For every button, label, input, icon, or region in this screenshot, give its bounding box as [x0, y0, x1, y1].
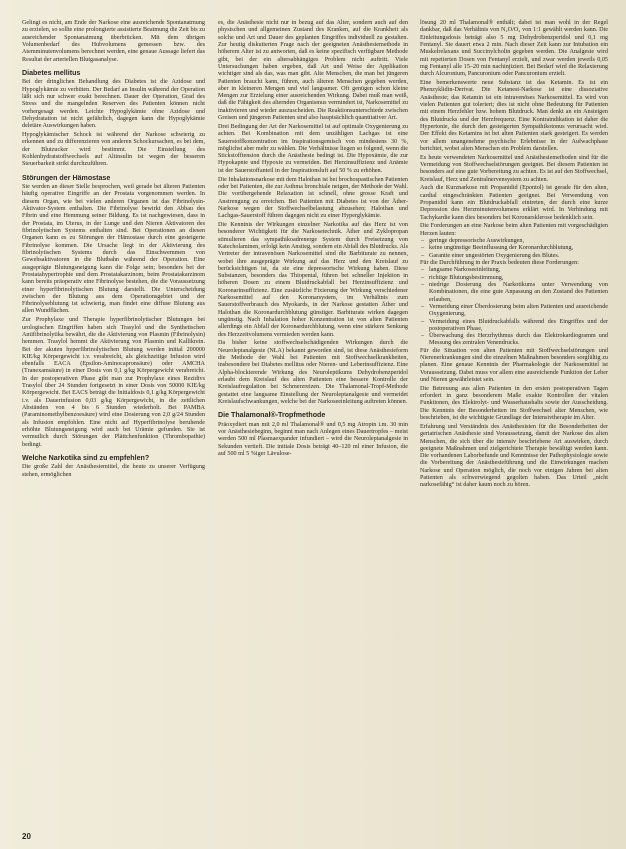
paragraph: Da bisher keine stoffwechselschädigenden Wirkungen durch die Neuroleptanalgesie (NLA) bekannt geworden sind, ist diese Anästhesieform die Methode der Wahl bei Patienten mit Stoffwechselkrankheiten, insbesondere bei Diabetes mellitus oder Nieren- und Leberinsuffizienz. Eine Alpha-blockierende Wirkung des Neuroleptikums Dehydrobenzperidol erlaubt dem Kreislauf des alten Patienten eine bessere Kontrolle der Kreislaufregulation bei Schmerzreizen. Die Thalamonal-Tropf-Methode gestattet eine langsame Einstellung der Neuroleptanalgesie und vermeidet Kreislaufschwankungen, welche bei der Narkoseeinleitung auftreten können. [218, 340, 408, 405]
list-item: – Vermeidung eines Blutdruckabfalls während des Eingriffes und der postoperativen Phase, [429, 319, 608, 334]
list-item: – Überwachung des Herzrhythmus durch das Elektrokardiogramm und Messung des zentralen Venendrucks. [429, 333, 608, 348]
paragraph: Erfahrung und Verständnis des Anästhesisten für die Besonderheiten der geriatrischen Anästhesie sind Voraussetzung, damit der Narkose des alten Menschen, die sich über die intensiv beschriebene Art auswirken, durch geeignete Maßnahmen und zielgerichtete Therapie bewältigt werden kann. Die vorhandenen Laborbefunde und Kenntnisse der Pathophysiologie sowie die Vorbereitung der Anästhesieführung und die Einwirkungen machen Narkose und Operation möglich, die noch vor einigen Jahren bei alten Patienten als schwerwiegend gegolten haben. Das Urteil „nicht narkosefähig“ ist daher kaum noch zu hören. [420, 423, 608, 489]
requirements-list [420, 238, 608, 260]
paragraph: Sie werden an dieser Stelle besprochen, weil gerade bei älteren Patienten häufig operative Eingriffe an der Prostata vorgenommen werden. In diesem Organ, wie bei vielen anderen Organen ist das Fibrinolysin-Aktivator-System enthalten. Die Fibrinolyse bewirkt den Abbau des Fibrin und eine Hemmung seiner Bildung. Es ist nachgewiesen, dass in der Prostata, im Uterus, in der Lunge und den Nieren Aktivatoren des fibrinolytischen Systems enthalten sind. Bei Operationen an diesen Organen kann es zu Störungen der Hämostase durch eine gesteigerte Fibrinolyse kommen. Die Ursache liegt in der Aktivierung des fibrinolytischen Systems durch das Einschwemmen von Gewebsaktivatoren in die Blutbahn während der Operation. Eine ausgeprägte Blutungsneigung kann die Folge sein; besonders bei der Prostatahypertrophie und dem Prostatakarzinom, beim Prostatakarzinom kann bereits präoperativ eine Fibrinolyse bestehen, die die Voraussetzung einer hyperfibrinolytischen Blutung darstellt. Die Unterscheidung zwischen der Blutung aus dem Operationsgebiet und der Fibrinolyseblutung ist schwierig, man findet eine diffuse Blutung aus allen Wundflächen. [22, 184, 205, 315]
paragraph: Die Inhalationsnarkose mit dem Halothan ist bei brochospastischen Patienten oder bei Patienten, die zur Asthma bronchiale neigen, der Methode der Wahl. Die vorübergehende Relaxation ist schnell, ohne grosse Kraft und Anstrengung zu erreichen. Bei Patienten mit Diabetes ist von der Äther-Narkose wegen der Stoffwechselbelastung abzusehen; Halothan und Lachgas-Sauerstoff führen dagegen nicht zu einer Hyperglykämie. [218, 176, 408, 220]
column-right [420, 20, 608, 490]
page-number: 20 [22, 832, 31, 841]
paragraph: Präoxydiert man mit 2,0 ml Thalamonal® und 0,5 mg Atropin i.m. 30 min vor Anästhesiebeginn, beginnt man nach Anlegen eines Dauertropfes – meist werden 500 ml Plasmaexpander infundiert – wird die Neuroleptanalgesie in Sekunden vertieft. Die initiale Dosis beträgt 40–120 ml einer Infusion, die auf 500 ml 5 %iger Lävulose- [218, 421, 408, 457]
paragraph: Auch die Kurznarkose mit Propanidid (Epontol) ist gerade für den alten, cardial eingeschränkten Patienten geeignet. Bei Verwendung von Propanidid kann ein Blutdruckabfall eintreten, der durch eine kurze Depression des Herzminutenvolumens erklärt wird. In Verbindung mit Tachykardie kann dies besonders bei Koronarsklerose bedenklich sein. [420, 185, 608, 221]
paragraph: Bei der dringlichen Behandlung des Diabetes ist die Azidose und Hypoglykämie zu verhüten. Der Bedarf an Insulin während der Operation läßt sich nur schwer exakt berechnen. Dauer der Operation, Grad des Stress und die mangelnden Reserven des Patienten können nicht vorhergesagt werden. Leichte Hypoglykämie ohne Azidose und Dehydratation ist nicht gefährlich, dagegen kann die Hypoglykämie deletäre Auswirkungen haben. [22, 79, 205, 130]
section-heading-narkotika: Welche Narkotika sind zu empfehlen? [22, 453, 150, 462]
paragraph: Die Kenntnis der Wirkungen einzelner Narkotika auf das Herz ist von besonderer Wichtigkeit für die Narkosetechnik. Äther und Zyklopropan stimulieren das sympathikoadrenerge System durch Freisetzung von Katecholaminen, erfolgt kein Anstieg, sondern ein Abfall des Blutdrucks. Als Vertreter der intravenösen Narkosemittel sind die Barbiturate zu nennen, wobei ihre ausgeprägte Wirkung auf das Herz und den Kreislauf zu berücksichtigen ist, da sie eine depressorische Wirkung haben. Diese Substanzen, besonders das Thiopental, führen bei schneller Injektion in höheren Dosen zu einem Blutdruckabfall bei Herzinsuffizienz und Koronarinsuffizienz. Eine zusätzliche Fixierung der Wirkung verschiedener Narkosemittel auf den Koronarsystem, im Verhältnis zum Sauerstoffverbrauch des Myokards, in der Narkose gestatten Äther und Halothan die Koronardurchblutung günstiger. Barbiturate wirken dagegen ungünstig. Nach Inhalation hoher Konzentration ist von alten Patienten allerdings ein Abfall der Koronardurchblutung, wenn eine stärkere Senkung des Herzzeitvolumens vermieden werden kann. [218, 221, 408, 338]
paragraph: Die Betreuung aus allen Patienten in den ersten postoperativen Tagen erfordert in ganz besonderem Maße exakte Kontrollen der vitalen Funktionen, des Elektrolyt- und Wasserhaushalts sowie der Ausscheidung. Die Kenntnis der Besonderheiten im Stoffwechsel alter Menschen, wie beschrieben, ist die wichtigste Grundlage der Intensivtherapie im Alter. [420, 385, 608, 422]
list-item: – langsame Narkoseeinleitung, [429, 267, 608, 274]
paragraph: Die Forderungen an eine Narkose beim alten Patienten mit vorgeschädigten Herzen lauten: [420, 223, 608, 237]
column-left [22, 20, 205, 479]
list-item: – keine ungünstige Beeinflussung der Koronardurchblutung, [429, 245, 608, 252]
paragraph: es, die Anästhesie nicht nur in bezug auf das Alter, sondern auch auf den physischen und allgemeinen Zustand des Kranken, auf die Krankheit als solche und Art und Dauer des geplanten Eingriffes individuell zu gestalten. Zur heutig diskutierten Frage nach der geeigneten Anästhesiemethode in höherem Alter ist zu antworten, daß es keine spezifisch verfügbare Methode gibt, bei der ein altersabhängiges Problem nicht auftritt. Viele Untersuchungen haben ergeben, daß Art und Weise der Applikation wichtiger sind als das, was man gibt. Alte Menschen, die man bei jüngeren Patienten braucht kann, führen, auch älteren Menschen gegeben werden, aber in kleineren Mengen und viel langsamer. Oft genügen schon kleine Mengen zur Erzielung einer ausreichenden Wirkung. Dabei muß man weiß, daß die Fähigkeit des alternden Organismus vermindert ist, Narkosemittel zu inaktivieren und wieder auszuscheiden. Die Reaktionsunterschiede zwischen Greisen und jüngeren Patienten sind also hauptsächlich quantitativer Art. [218, 20, 408, 122]
paragraph: Für die Situation von alten Patienten mit Stoffwechselstörungen und Nierenerkrankungen sind die einzelnen Maßnahmen besonders sorgfältig zu planen. Eine genaue Kenntnis der Pharmakologie der Narkosemittel ist Voraussetzung. Dabei muss vor allem eine ausreichende Funktion der Leber und Nieren gewährleistet sein. [420, 347, 608, 383]
list-item: – geringe depressorische Auswirkungen, [429, 238, 608, 245]
paragraph: Hypoglykämischer Schock ist während der Narkose schwierig zu erkennen und zu differenzieren von anderen Schockursachen, es bei dem, der Blutzucker wird bestimmt. Die Einstellung des Kohlenhydratstoffwechsels auf Altinsulin ist wegen der besseren Steuerbarkeit strikt durchzuführen. [22, 132, 205, 168]
paragraph: Gelingt es nicht, am Ende der Narkose eine ausreichende Spontanatmung zu erzielen, so sollte eine prolongierte assistierte Beatmung die Zeit bis zu ausreichender Spontanatmung überbrücken. Mit dem übrigen Volumenbedarf des Hubvolumens gemessen bzw. des Atemminutenvolumens berechnet werden, eine genaue Aussage liefert das Resultat der arteriellen Blutgasanalyse. [22, 20, 205, 63]
section-heading-haemostase: Störungen der Hämostase [22, 173, 111, 182]
paragraph: Es heute verwendeten Narkosemittel und Anästhesiemethoden sind für die Vermeidung von Stoffwechselstörungen geeignet. Bei diesem Patienten ist besonders auf eine gute Vorbereitung zu achten. Es ist auf den Stoffwechsel, Kreislauf, Herz und Zentralnervensystem zu achten. [420, 154, 608, 183]
list-item: – Garantie einer ungestörten Oxygenierung des Blutes. [429, 253, 608, 260]
list-item: – niedrige Dosierung des Narkotikums unter Verwendung von Kombinationen, die eine gute Anpassung an den Zustand des Patienten erlauben, [429, 282, 608, 304]
section-heading-diabetes: Diabetes mellitus [22, 68, 81, 77]
paragraph: Die große Zahl der Anästhesiemittel, die heute zu unserer Verfügung stehen, ermöglichen [22, 464, 205, 478]
paragraph: Eine bemerkenswerte neue Substanz ist das Ketamin. Es ist ein Phenzyklidin-Derivat. Die Ketanest-Narkose ist eine dissoziative Anästhesie; das Ketamin ist ein intravenöses Narkosemittel. Es wird von vielen Patienten gut toleriert; dies ist nicht ohne Bedeutung für Patienten mit einem Herzfehler bzw. hohem Blutdruck. Man denkt an ein Ansteigen des Blutdrucks und der Herzfrequenz. Eine Kontraindikation ist daher die Hypertonie, die durch den gesteigerten Sympathikotonus verursacht wird. Der Effekt des Ketamins ist bei alten Patienten stark gesteigert. Es werden vor allem unangenehme psychische Erlebnisse in der Aufwachphase berichtet, wobei alten Menschen ein Problem darstellen. [420, 80, 608, 152]
paragraph: Für die Durchführung in der Praxis bedeuten diese Forderungen: [420, 260, 579, 266]
section-heading-thalamonal: Die Thalamonal®-Tropfmethode [218, 411, 326, 420]
paragraph: lösung 20 ml Thalamonal® enthält; dabei ist man wohl in der Regel dankbar, daß das Verhältnis von N₂O/O₂ von 1:1 gewählt werden kann. Die Einleitungsdosis beträgt also 5 mg Dehydrobenzperidol und 0,1 mg Fentanyl. Sie dauert etwa 2 min. Nach dieser Zeit kann zur Intubation ein Muskelrelaxans und Succinylcholin gegeben werden. Die Analgesie wird mit repetierten Dosen von Fentanyl erzielt, und zwar werden jeweils 0,05 mg Fentanyl alle 15–20 min nachinjiziert. Bei Bedarf wird die Relaxierung durch Alcuronium, Pancuronium oder Pancuronium erzielt. [420, 20, 608, 78]
paragraph: Zur Prophylaxe und Therapie hyperfibrinolytischer Blutungen bei urologischen Eingriffen haben sich Trasylol und die Synthetischen Antifibrinolytika bewährt, die die Aktivierung von Plasmin (Fibrinolysin) hemmen. Trasylol hemmt die Aktivierung von Plasmin und Kallikrein. Bei der akuten hyperfibrinolytischen Blutung werden initial 200000 KIE/kg Körpergewicht i.v. verabreicht, als gleichzeitige Infusion wird ebenfalls EACA (Epsilon-Aminocapronsäure) oder AMCHA (Tranexamsäure) in einer Dosis von 0,1 g/kg Körpergewicht verabreicht. In der postoperativen Phase gibt man zur Prophylaxe eines Rezidivs Trasylol über 24 Stunden fortgesetzt in einer Dosis von 50000 KIE/kg Körpergewicht. Bei EACS beträgt die Initialdosis 0,1 g/kg Körpergewicht i.v. als Dauerinfusion 0,03 g/kg Körpergewicht, in die zeitlichen Abständen von 4 bis 6 Stunden wiederholt. Bei PAMBA (Paraminomethylbenzoesäure) wird eine Dosierung von 2,0 g/24 Stunden als Infusion empfohlen. Eine nicht auf Hyperfibrinolyse beruhende erhöhte Blutungsneigung wird auch bei Urämie gefunden. Sie ist vermutlich durch Störungen der Plättchenfunktion (Thrombopathie) bedingt. [22, 317, 205, 448]
list-item: – richtige Blutungsbestimmung, [429, 275, 608, 282]
paragraph: Drei Bedingung der Art der Narkosemittel ist auf optimale Oxygenierung zu achten. Bei Kombination mit dem unzähligen Lachgas ist eine Sauerstoffkonzentration im Inspirationsgemisch von mindestens 30 %, möglichst aber mehr zu wählen. Die Verhältnisse liegen so folgend, wenn die Stickstofftension durch die Anästhesie bedingt ist. Die Hypoxämie, die zur Hypokapnie und Hypoxie zu vermeiden. Bei Herzinsuffizienz und Anämie ist der Sauerstoffanteil in der Inspirationsluft auf 50 % zu erhöhen. [218, 123, 408, 174]
column-middle [218, 20, 408, 458]
practice-list [420, 267, 608, 347]
list-item: – Vermeidung einer Überdosierung beim alten Patienten und ausreichende Oxygenierung, [429, 304, 608, 319]
